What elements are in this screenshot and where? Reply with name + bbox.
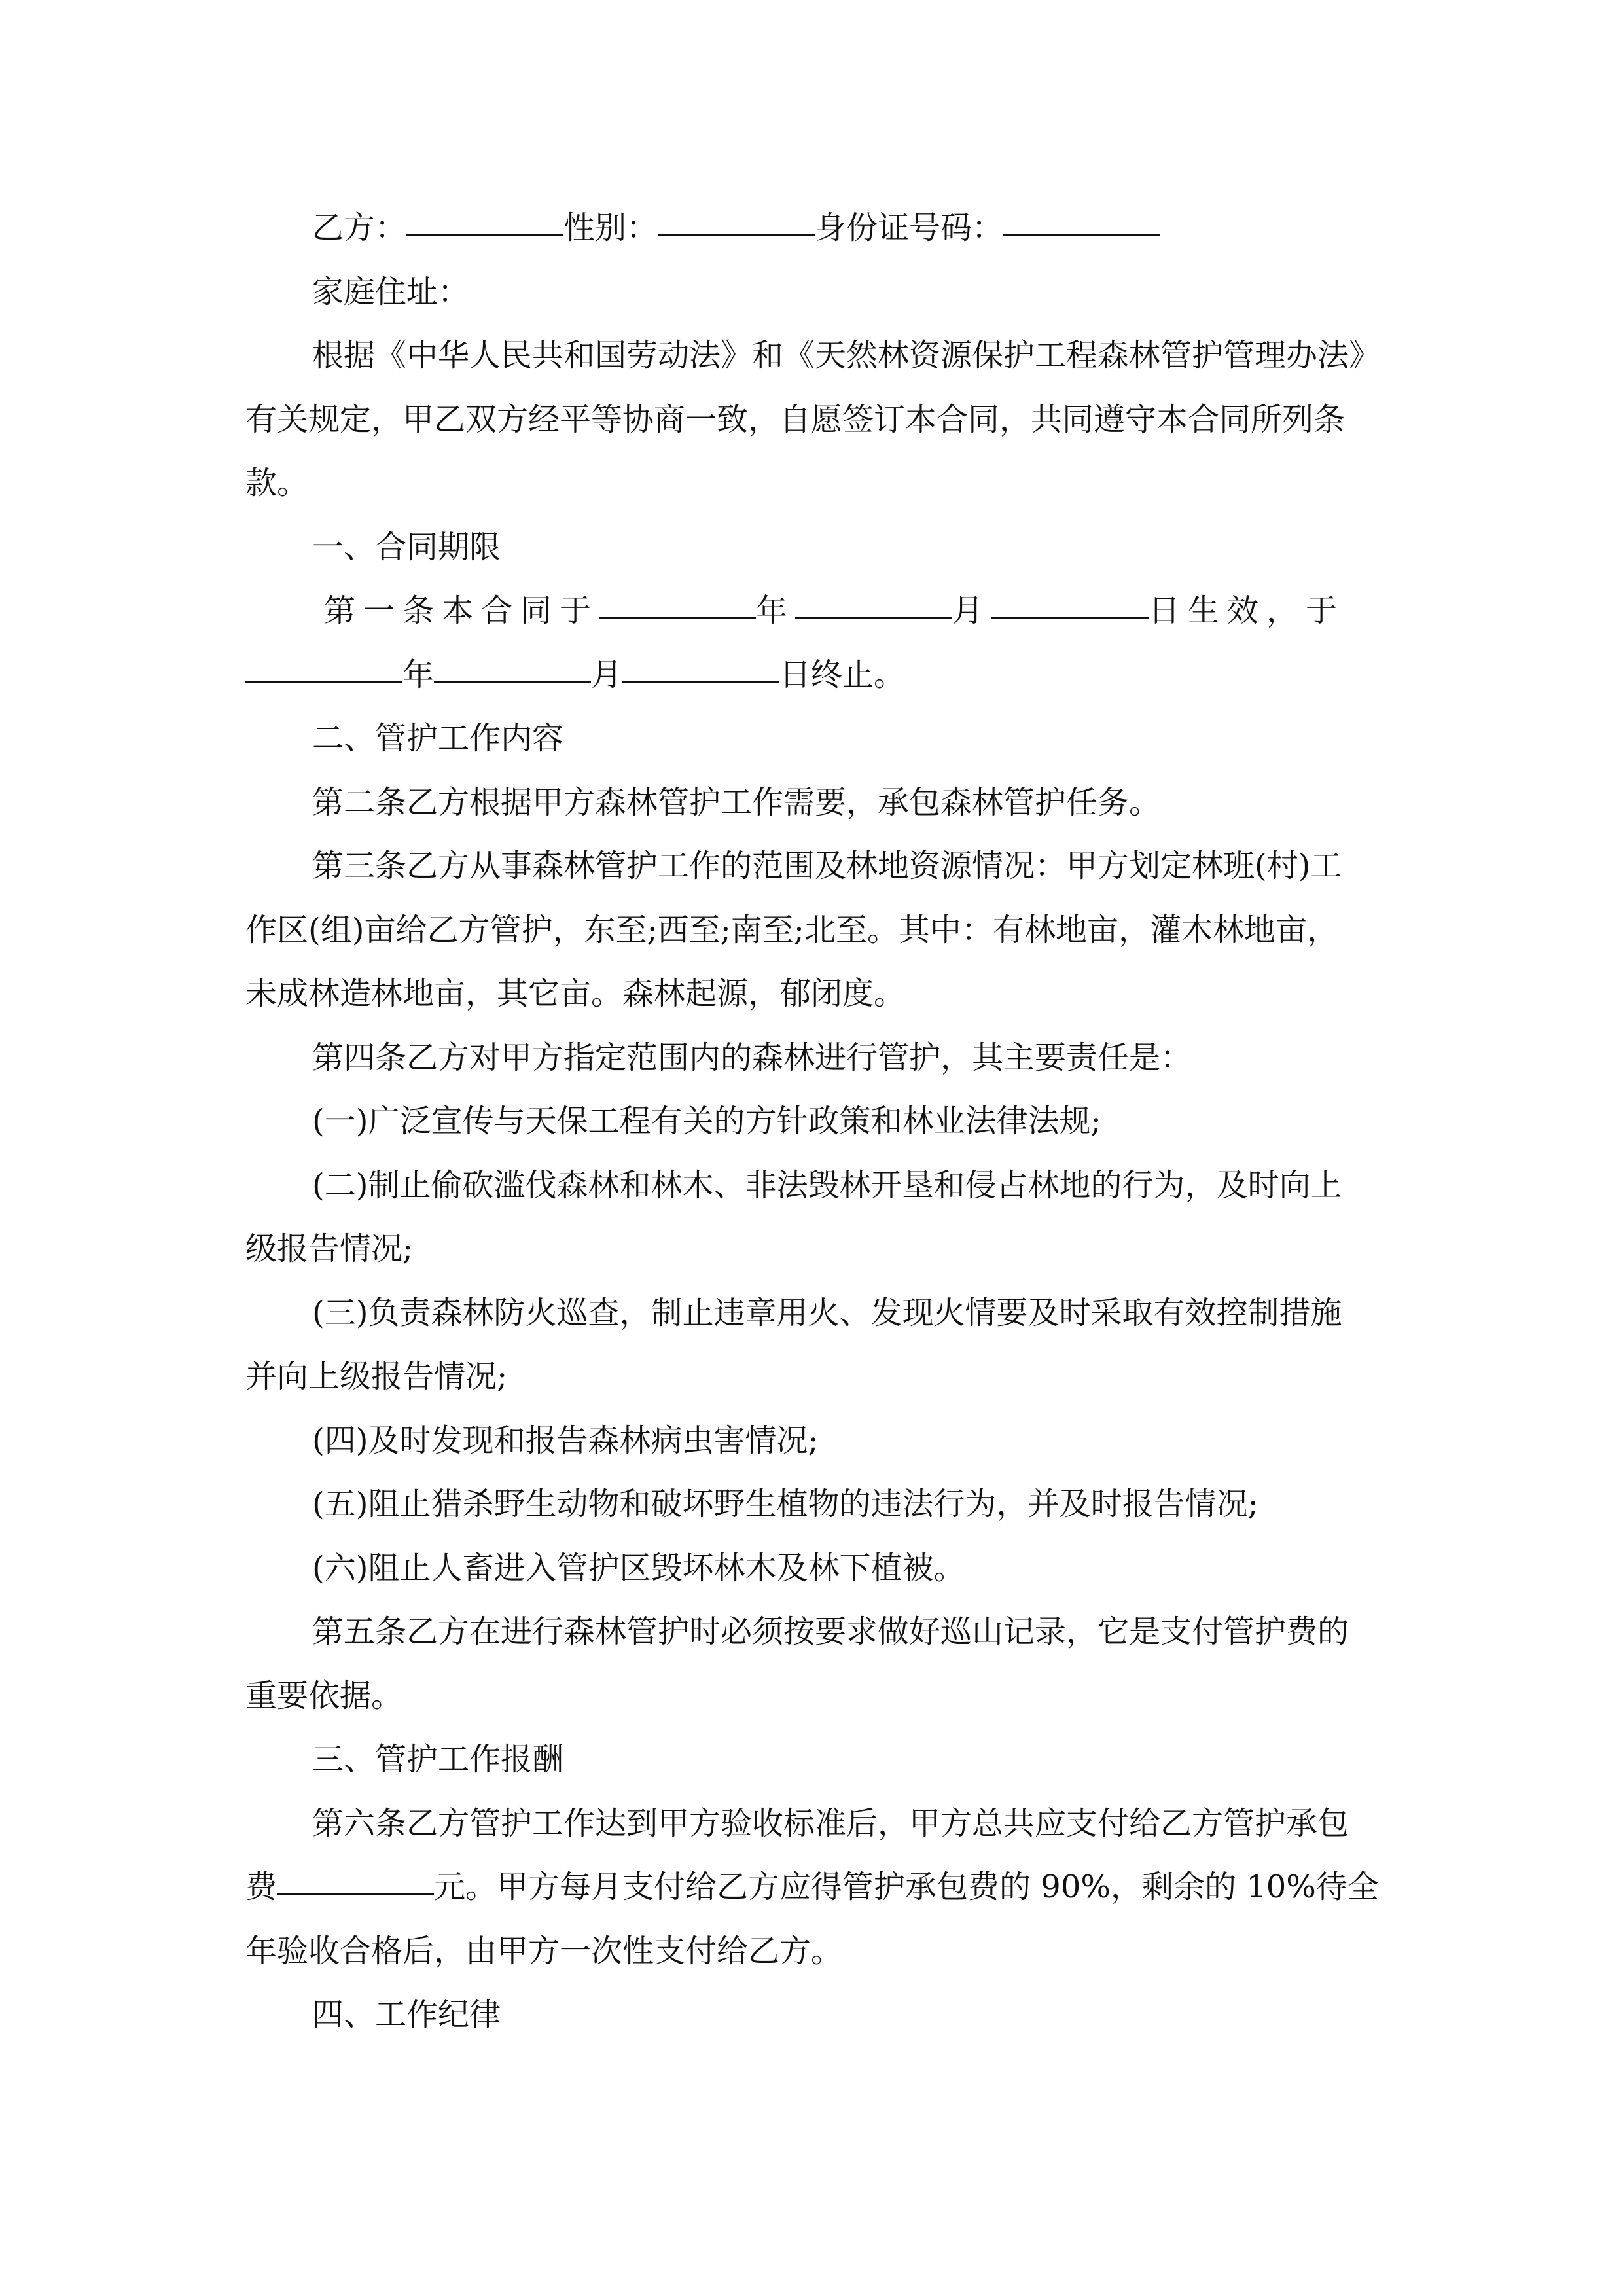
article-3-line-3: 未成林造林地亩，其它亩。森林起源，郁闭度。: [245, 975, 906, 1012]
party-b-name-blank: [406, 196, 563, 236]
intro-line-3: 款。: [245, 465, 309, 501]
end-year-label: 年: [402, 656, 435, 693]
start-year-blank: [599, 579, 756, 619]
article-1-start: 第一条本合同于: [324, 592, 599, 629]
start-day-blank: [991, 579, 1149, 619]
effective-text: 日生效，于: [1149, 592, 1346, 629]
party-b-line: [245, 196, 1381, 260]
contract-body: [245, 196, 1381, 2047]
end-day-blank: [622, 643, 779, 683]
section-4-title: 四、工作纪律: [312, 1996, 501, 2033]
article-2: 第二条乙方根据甲方森林管护工作需要，承包森林管护任务。: [312, 783, 1161, 821]
section-2-title: 二、管护工作内容: [312, 720, 564, 757]
start-month-blank: [795, 579, 952, 619]
start-year-label: 年: [756, 592, 796, 629]
end-year-blank: [245, 643, 402, 683]
home-address-line: 家庭住址：: [312, 273, 470, 310]
fee-label: 费: [245, 1869, 277, 1905]
article-3-line-1: 第三条乙方从事森林管护工作的范围及林地资源情况：甲方划定林班(村)工: [312, 848, 1342, 884]
gender-label: 性别：: [563, 209, 658, 246]
intro-line-1: 根据《中华人民共和国劳动法》和《天然林资源保护工程森林管护管理办法》: [312, 337, 1381, 374]
article-3-line-2: 作区(组)亩给乙方管护，东至;西至;南至;北至。其中：有林地亩，灌木林地亩，: [245, 911, 1338, 948]
article-6-line-3: 年验收合格后，由甲方一次性支付给乙方。: [245, 1932, 843, 1969]
duty-item-5: (五)阻止猎杀野生动物和破坏野生植物的违法行为，并及时报告情况;: [312, 1486, 1258, 1522]
article-6-line-1: 第六条乙方管护工作达到甲方验收标准后，甲方总共应支付给乙方管护承包: [312, 1804, 1349, 1842]
duty-item-2-line-2: 级报告情况;: [245, 1230, 414, 1267]
duty-item-3-line-1: (三)负责森林防火巡查，制止违章用火、发现火情要及时采取有效控制措施: [312, 1294, 1342, 1331]
duty-item-3-line-2: 并向上级报告情况;: [245, 1358, 508, 1395]
id-number-blank: [1003, 196, 1160, 236]
party-b-label: 乙方：: [312, 209, 407, 246]
id-number-label: 身份证号码：: [815, 209, 1004, 246]
duty-item-1: (一)广泛宣传与天保工程有关的方针政策和林业法律法规;: [312, 1103, 1101, 1139]
fee-rest-text: 元。甲方每月支付给乙方应得管护承包费的 90%，剩余的 10%待全: [434, 1869, 1379, 1905]
gender-blank: [658, 196, 815, 236]
article-5-line-1: 第五条乙方在进行森林管护时必须按要求做好巡山记录，它是支付管护费的: [312, 1613, 1349, 1650]
article-6-line-2: [245, 1856, 1381, 1920]
article-1-line-1: [245, 579, 1381, 643]
section-3-title: 三、管护工作报酬: [312, 1741, 564, 1778]
end-month-label: 月: [591, 656, 623, 693]
duty-item-4: (四)及时发现和报告森林病虫害情况;: [312, 1422, 819, 1459]
start-month-label: 月: [952, 592, 992, 629]
article-1-line-2: [245, 643, 1381, 708]
duty-item-2-line-1: (二)制止偷砍滥伐森林和林木、非法毁林开垦和侵占林地的行为，及时向上: [312, 1166, 1342, 1204]
section-1-title: 一、合同期限: [312, 528, 501, 565]
intro-line-2: 有关规定，甲乙双方经平等协商一致，自愿签订本合同，共同遵守本合同所列条: [245, 401, 1346, 438]
article-4: 第四条乙方对甲方指定范围内的森林进行管护，其主要责任是：: [312, 1039, 1192, 1076]
fee-amount-blank: [277, 1856, 434, 1895]
article-5-line-2: 重要依据。: [245, 1677, 403, 1714]
end-text: 日终止。: [779, 656, 906, 693]
duty-item-6: (六)阻止人畜进入管护区毁坏林木及林下植被。: [312, 1549, 965, 1587]
end-month-blank: [434, 643, 591, 683]
